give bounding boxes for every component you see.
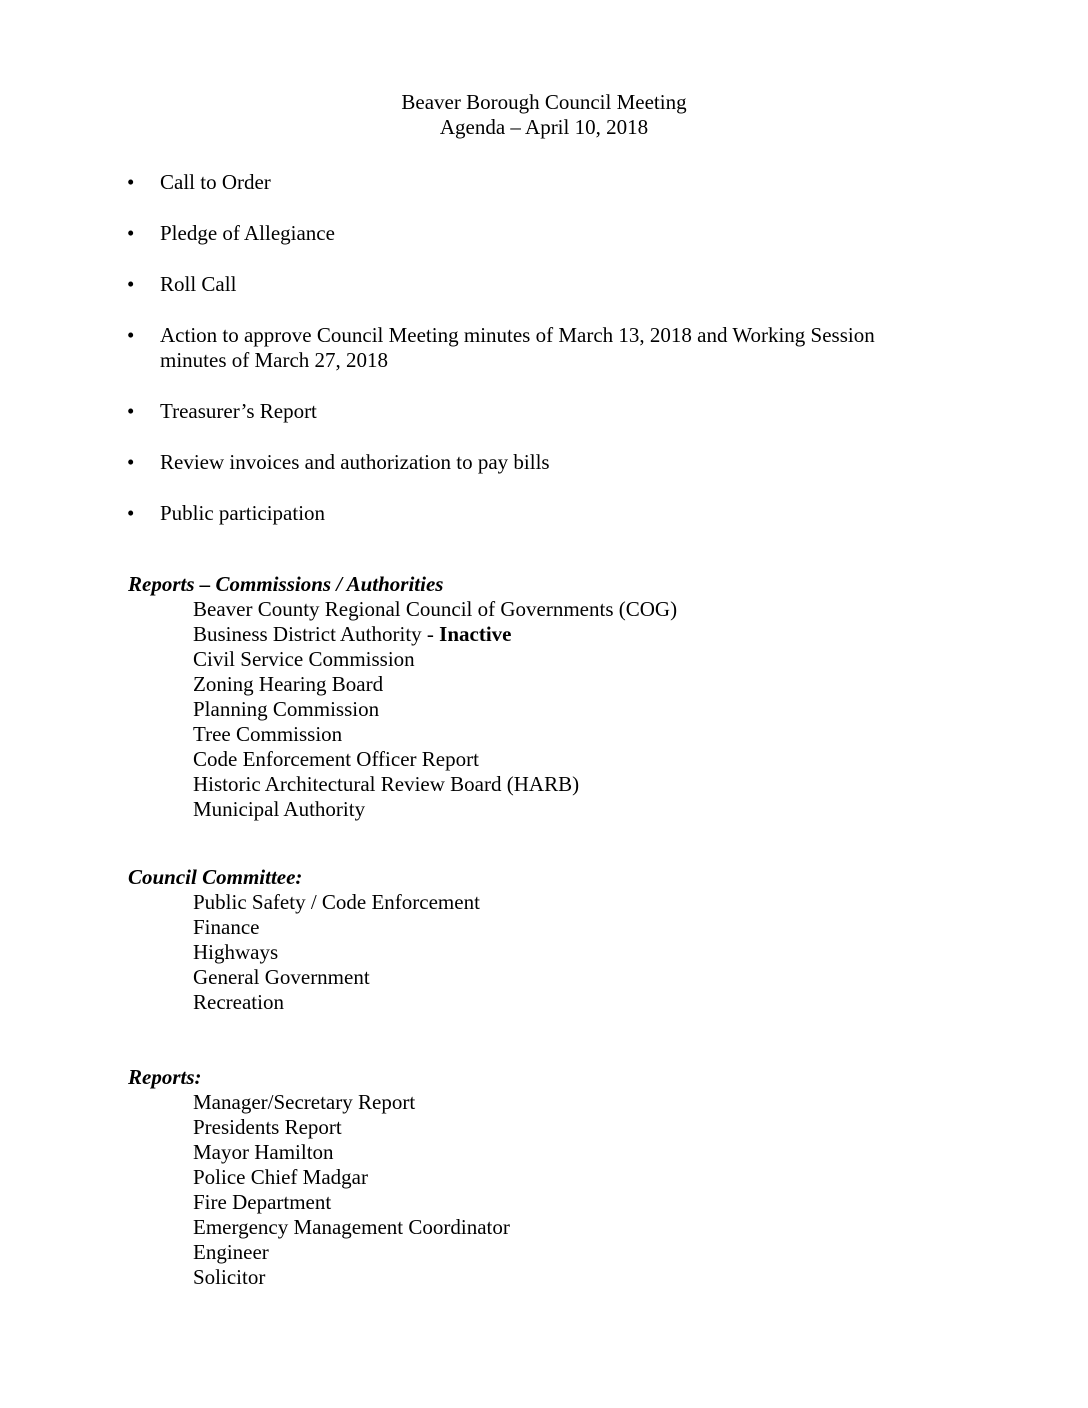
council-committee-heading: Council Committee: [128,865,303,889]
list-item: Zoning Hearing Board [193,672,384,696]
commissions-list [193,597,1088,822]
reports-list [193,1090,1088,1290]
section-reports [0,1065,1088,1290]
agenda-item-roll-call: • Roll Call [160,272,920,297]
reports-heading: Reports: [128,1065,202,1089]
commissions-heading: Reports – Commissions / Authorities [128,572,444,596]
agenda-bullet-list [0,170,1088,526]
list-item: Recreation [193,990,284,1014]
list-item: Finance [193,915,260,939]
business-district-text: Business District Authority - [193,622,440,646]
section-council-committee [0,865,1088,1015]
list-item: Emergency Management Coordinator [193,1215,510,1239]
list-item: Fire Department [193,1190,332,1214]
list-item: Public Safety / Code Enforcement [193,890,480,914]
agenda-item-call-to-order: • Call to Order [160,170,920,195]
list-item: Beaver County Regional Council of Governments (COG) [193,597,678,621]
agenda-item-public-participation: • Public participation [160,501,920,526]
list-item: Planning Commission [193,697,380,721]
document-title [0,0,1088,140]
title-line-1: Beaver Borough Council Meeting [401,90,687,114]
list-item: Presidents Report [193,1115,342,1139]
list-item: Code Enforcement Officer Report [193,747,479,771]
section-commissions [0,572,1088,822]
agenda-item-approve-minutes: • Action to approve Council Meeting minutes of March 13, 2018 and Working Session minutes of March 27, 2018 [160,323,920,373]
agenda-item-treasurer-report: • Treasurer’s Report [160,399,920,424]
list-item: Municipal Authority [193,797,366,821]
agenda-item-pledge: • Pledge of Allegiance [160,221,920,246]
list-item: Manager/Secretary Report [193,1090,416,1114]
list-item: Civil Service Commission [193,647,415,671]
list-item: General Government [193,965,370,989]
list-item: Engineer [193,1240,269,1264]
inactive-label: Inactive [439,622,512,646]
list-item: Police Chief Madgar [193,1165,368,1189]
list-item [193,622,1088,647]
list-item: Tree Commission [193,722,343,746]
list-item: Historic Architectural Review Board (HARB) [193,772,580,796]
council-committee-list [193,890,1088,1015]
list-item: Mayor Hamilton [193,1140,334,1164]
title-line-2: Agenda – April 10, 2018 [439,115,649,139]
list-item: Highways [193,940,279,964]
list-item: Solicitor [193,1265,266,1289]
agenda-item-review-invoices: • Review invoices and authorization to pay bills [160,450,920,475]
